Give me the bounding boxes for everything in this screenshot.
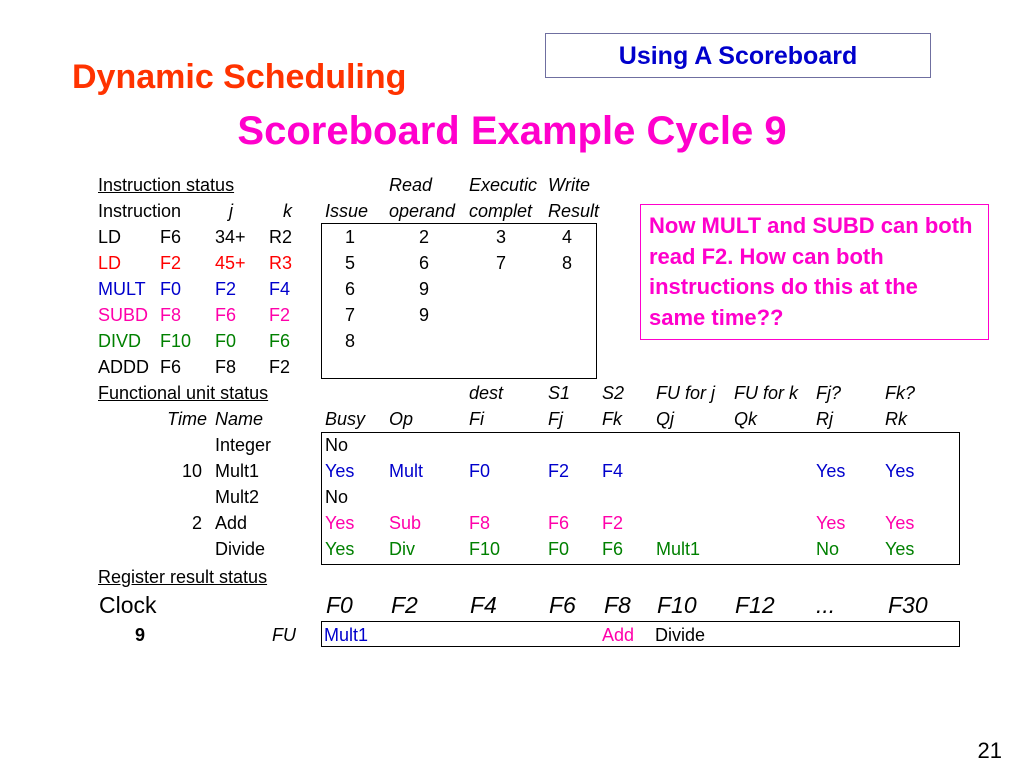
instr-issue: 5: [344, 253, 355, 273]
fu-rk: Yes: [885, 539, 915, 559]
fu-busy: Yes: [325, 461, 355, 481]
hdr-fj: Fj: [548, 409, 563, 429]
hdr-read: Read: [389, 175, 433, 195]
fu-fk: F6: [602, 539, 624, 559]
fu-op: Div: [389, 539, 415, 559]
register-header: F4: [470, 592, 497, 618]
fu-name: Add: [215, 513, 248, 533]
hdr-time: Time: [167, 409, 207, 429]
fu-fj: F0: [548, 539, 570, 559]
instr-op: LD: [98, 253, 122, 273]
register-header: F0: [326, 592, 353, 618]
instr-k: F4: [269, 279, 291, 299]
hdr-fk-ready: Fk?: [885, 383, 916, 403]
clock-label: Clock: [99, 592, 157, 618]
instr-op: ADDD: [98, 357, 150, 377]
hdr-rk: Rk: [885, 409, 907, 429]
fu-qj: Mult1: [656, 539, 701, 559]
register-header: F2: [391, 592, 418, 618]
instr-op: DIVD: [98, 331, 142, 351]
fu-time: 10: [181, 461, 202, 481]
register-header: F10: [657, 592, 697, 618]
instr-issue: 6: [344, 279, 355, 299]
instr-read: 2: [418, 227, 429, 247]
fu-fj: F6: [548, 513, 570, 533]
instr-dest: F8: [160, 305, 182, 325]
fu-name: Mult1: [215, 461, 260, 481]
hdr-issue: Issue: [325, 201, 369, 221]
register-header: F12: [735, 592, 775, 618]
hdr-write: Write: [548, 175, 590, 195]
register-status-label: Register result status: [98, 567, 268, 587]
hdr-operands: operand: [389, 201, 456, 221]
hdr-op: Op: [389, 409, 414, 429]
fu-label: FU: [272, 625, 296, 645]
fu-name: Integer: [215, 435, 272, 455]
instr-j: F0: [215, 331, 237, 351]
register-header: F30: [888, 592, 928, 618]
fu-op: Sub: [389, 513, 422, 533]
fu-fi: F8: [469, 513, 491, 533]
instr-issue: 1: [344, 227, 355, 247]
instr-write: 8: [561, 253, 572, 273]
hdr-fi: Fi: [469, 409, 484, 429]
register-fu-value: Add: [602, 625, 635, 645]
fu-rj: No: [816, 539, 840, 559]
instr-dest: F10: [160, 331, 192, 351]
fu-rj: Yes: [816, 461, 846, 481]
fu-name: Divide: [215, 539, 266, 559]
instr-read: 9: [418, 305, 429, 325]
fu-status-label: Functional unit status: [98, 383, 269, 403]
instr-exec: 7: [495, 253, 506, 273]
instr-k: F2: [269, 357, 291, 377]
instr-write: 4: [561, 227, 572, 247]
instr-k: R3: [269, 253, 293, 273]
register-box: [321, 621, 960, 647]
fu-rj: Yes: [816, 513, 846, 533]
hdr-instruction: Instruction: [98, 201, 182, 221]
instr-j: F8: [215, 357, 237, 377]
fu-name: Mult2: [215, 487, 260, 507]
fu-fk: F4: [602, 461, 624, 481]
instr-k: F2: [269, 305, 291, 325]
hdr-complete: complet: [469, 201, 533, 221]
hdr-fj-ready: Fj?: [816, 383, 842, 403]
instr-j: F2: [215, 279, 237, 299]
fu-busy: No: [325, 435, 349, 455]
instr-issue: 7: [344, 305, 355, 325]
instr-read: 6: [418, 253, 429, 273]
hdr-fu-for-j: FU for j: [656, 383, 716, 403]
hdr-result: Result: [548, 201, 600, 221]
register-header: ...: [816, 592, 836, 618]
instr-op: SUBD: [98, 305, 149, 325]
fu-fi: F10: [469, 539, 501, 559]
instr-op: LD: [98, 227, 122, 247]
hdr-j: j: [229, 201, 233, 221]
fu-fi: F0: [469, 461, 491, 481]
hdr-execution: Executic: [469, 175, 538, 195]
fu-op: Mult: [389, 461, 424, 481]
hdr-fk: Fk: [602, 409, 622, 429]
hdr-s2: S2: [602, 383, 625, 403]
page-number: 21: [977, 738, 1002, 763]
hdr-k: k: [283, 201, 292, 221]
fu-busy: Yes: [325, 539, 355, 559]
instr-k: R2: [269, 227, 293, 247]
register-header: F8: [604, 592, 631, 618]
instr-dest: F6: [160, 357, 182, 377]
instr-j: F6: [215, 305, 237, 325]
section-title: Dynamic Scheduling: [72, 58, 407, 96]
fu-fk: F2: [602, 513, 624, 533]
fu-status-box: [321, 432, 960, 565]
clock-value: 9: [135, 625, 146, 645]
fu-rk: Yes: [885, 513, 915, 533]
register-header: F6: [549, 592, 576, 618]
hdr-name: Name: [215, 409, 264, 429]
instr-dest: F6: [160, 227, 182, 247]
fu-rk: Yes: [885, 461, 915, 481]
slide-title: Scoreboard Example Cycle 9: [237, 109, 787, 153]
fu-time: 2: [191, 513, 202, 533]
instruction-status-label: Instruction status: [98, 175, 235, 195]
instr-j: 34+: [215, 227, 246, 247]
hdr-qj: Qj: [656, 409, 674, 429]
instr-issue: 8: [344, 331, 355, 351]
instr-k: F6: [269, 331, 291, 351]
fu-busy: No: [325, 487, 349, 507]
hdr-dest: dest: [469, 383, 504, 403]
fu-busy: Yes: [325, 513, 355, 533]
hdr-s1: S1: [548, 383, 571, 403]
fu-fj: F2: [548, 461, 570, 481]
instr-exec: 3: [495, 227, 506, 247]
instr-dest: F0: [160, 279, 182, 299]
instr-dest: F2: [160, 253, 182, 273]
hdr-rj: Rj: [816, 409, 833, 429]
hdr-busy: Busy: [325, 409, 366, 429]
register-fu-value: Mult1: [324, 625, 369, 645]
note-box: Now MULT and SUBD can both read F2. How can both instructions do this at the same time??: [640, 204, 989, 340]
instr-j: 45+: [215, 253, 246, 273]
register-fu-value: Divide: [655, 625, 706, 645]
instr-read: 9: [418, 279, 429, 299]
hdr-qk: Qk: [734, 409, 758, 429]
topic-box: Using A Scoreboard: [545, 33, 931, 78]
hdr-fu-for-k: FU for k: [734, 383, 799, 403]
instr-op: MULT: [98, 279, 146, 299]
